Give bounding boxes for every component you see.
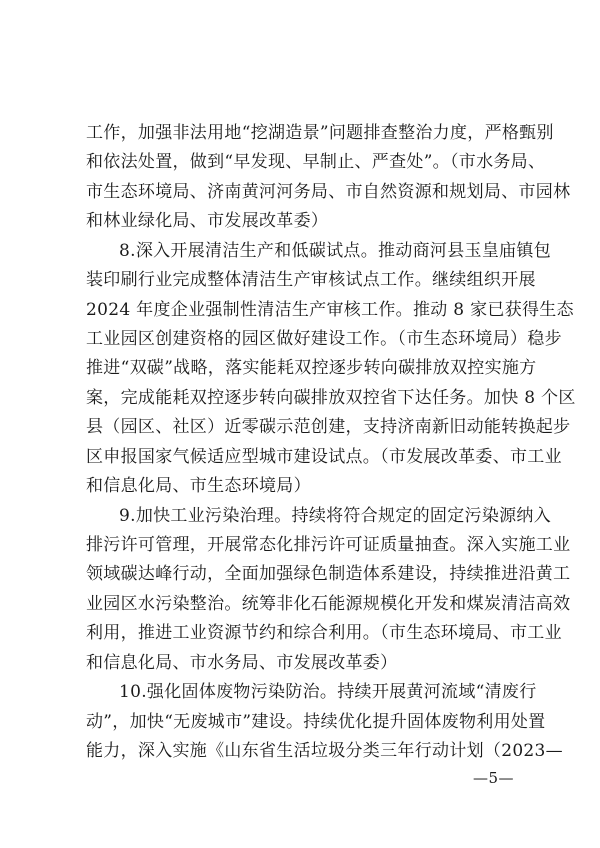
body-text-line: 区申报国家气候适应型城市建设试点。（市发展改革委、市工业 (86, 447, 562, 467)
body-text-line: 排污许可管理，开展常态化排污许可证质量抽查。深入实施工业 (86, 535, 571, 555)
body-text-line: 能力，深入实施《山东省生活垃圾分类三年行动计划（2023— (86, 741, 563, 761)
paragraph-heading-line: 9.加快工业污染治理。持续将符合规定的固定污染源纳入 (119, 506, 552, 526)
body-text-line: 和依法处置，做到“早发现、早制止、严查处”。（市水务局、 (86, 152, 546, 172)
paragraph-heading-line: 10.强化固体废物污染防治。持续开展黄河流域“清废行 (119, 682, 537, 702)
body-text-line: 和信息化局、市水务局、市发展改革委） (86, 653, 398, 673)
paragraph-heading-line: 8.深入开展清洁生产和低碳试点。推动商河县玉皇庙镇包 (119, 241, 552, 261)
body-text-line: 装印刷行业完成整体清洁生产审核试点工作。继续组织开展 (86, 270, 536, 290)
body-text-line: 工业园区创建资格的园区做好建设工作。（市生态环境局）稳步 (86, 329, 562, 349)
body-text-line: 市生态环境局、济南黄河河务局、市自然资源和规划局、市园林 (86, 182, 571, 202)
body-text-line: 领域碳达峰行动，全面加强绿色制造体系建设，持续推进沿黄工 (86, 564, 571, 584)
body-text-line: 2024 年度企业强制性清洁生产审核工作。推动 8 家已获得生态 (86, 300, 574, 320)
body-text-line: 业园区水污染整治。统筹非化石能源规模化开发和煤炭清洁高效 (86, 594, 571, 614)
body-text-line: 和林业绿化局、市发展改革委） (86, 211, 329, 231)
body-text-line: 推进“双碳”战略，落实能耗双控逐步转向碳排放双控实施方 (86, 358, 537, 378)
body-text-line: 工作，加强非法用地“挖湖造景”问题排查整治力度，严格甄别 (86, 123, 554, 143)
body-text-line: 利用，推进工业资源节约和综合利用。（市生态环境局、市工业 (86, 623, 562, 643)
body-text-line: 和信息化局、市生态环境局） (86, 476, 311, 496)
page-number: —5— (472, 769, 514, 787)
body-text-line: 县（园区、社区）近零碳示范创建，支持济南新旧动能转换起步 (86, 417, 571, 437)
body-text-line: 动”，加快“无废城市”建设。持续优化提升固体废物利用处置 (86, 712, 546, 732)
body-text-line: 案，完成能耗双控逐步转向碳排放双控省下达任务。加快 8 个区 (86, 388, 576, 408)
